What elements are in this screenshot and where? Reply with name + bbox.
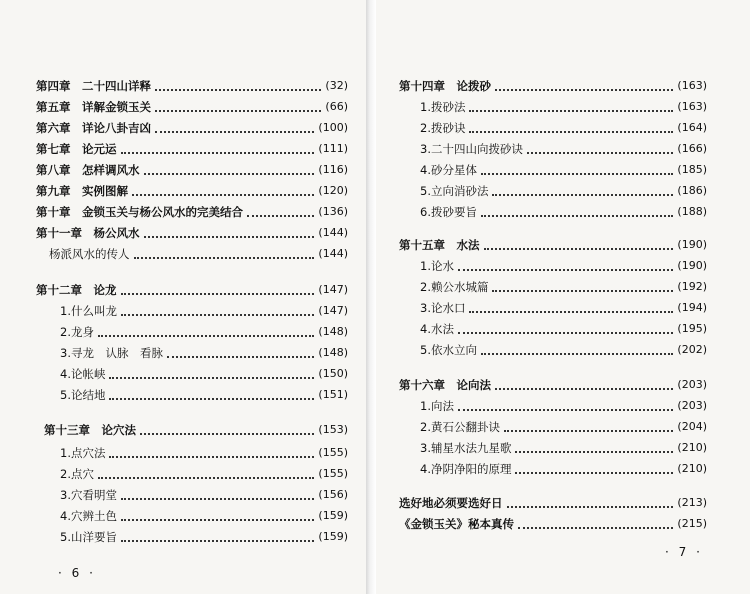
toc-entry-label: 4.净阴净阳的原理: [420, 462, 512, 476]
toc-entry: [420, 341, 707, 359]
toc-entry: [420, 418, 707, 436]
dot-leader: [109, 375, 314, 379]
toc-entry: [399, 77, 707, 95]
toc-entry-page: (116): [318, 163, 348, 176]
toc-entry-page: (188): [677, 205, 707, 218]
toc-entry-page: (147): [318, 283, 348, 296]
book-spine: [366, 0, 376, 594]
toc-entry-label: 3.穴看明堂: [60, 488, 117, 502]
toc-entry-label: 5.依水立向: [420, 343, 477, 357]
dot-leader: [495, 87, 673, 91]
toc-entry: [420, 140, 707, 158]
dot-leader: [121, 291, 315, 295]
toc-entry-label: 《金锁玉关》秘本真传: [399, 517, 514, 531]
toc-entry-page: (203): [677, 378, 707, 391]
dot-leader: [121, 496, 314, 500]
toc-entry-page: (155): [318, 467, 348, 480]
toc-entry-label: 第七章 论元运: [36, 142, 117, 156]
toc-entry-label: 3.二十四山向拨砂诀: [420, 142, 523, 156]
toc-entry: [49, 245, 348, 263]
toc-entry: [36, 281, 348, 299]
dot-leader: [121, 538, 314, 542]
dot-leader: [109, 396, 314, 400]
toc-entry-page: (210): [677, 441, 707, 454]
toc-entry-page: (185): [677, 163, 707, 176]
toc-entry-label: 第十六章 论向法: [399, 378, 491, 392]
toc-entry-label: 第十五章 水法: [399, 238, 480, 252]
toc-entry: [60, 444, 348, 462]
toc-entry-page: (144): [318, 247, 348, 260]
toc-entry-page: (195): [677, 322, 707, 335]
toc-entry-label: 5.山洋要旨: [60, 530, 117, 544]
toc-entry-label: 3.论水口: [420, 301, 466, 315]
dot-leader: [458, 330, 673, 334]
toc-entry-label: 第十三章 论穴法: [44, 423, 136, 437]
toc-entry: [36, 161, 348, 179]
toc-entry-label: 2.黄石公翻卦诀: [420, 420, 500, 434]
toc-entry: [60, 323, 348, 341]
toc-entry-page: (190): [677, 238, 707, 251]
toc-entry-label: 第十章 金锁玉关与杨公风水的完美结合: [36, 205, 243, 219]
toc-entry: [36, 98, 348, 116]
toc-entry-page: (156): [318, 488, 348, 501]
toc-entry: [399, 494, 707, 512]
toc-entry-label: 杨派风水的传人: [49, 247, 130, 261]
dot-leader: [458, 407, 673, 411]
toc-entry-label: 5.论结地: [60, 388, 106, 402]
toc-entry-page: (136): [318, 205, 348, 218]
dot-leader: [155, 87, 321, 91]
toc-entry: [36, 140, 348, 158]
toc-entry: [420, 182, 707, 200]
dot-leader: [121, 150, 315, 154]
toc-entry-label: 4.论帐峡: [60, 367, 106, 381]
dot-leader: [518, 525, 673, 529]
page-number: · 7 ·: [665, 545, 703, 559]
toc-entry: [420, 278, 707, 296]
toc-entry-page: (163): [677, 100, 707, 113]
dot-leader: [504, 428, 673, 432]
toc-entry: [420, 119, 707, 137]
toc-entry-label: 6.拨砂要旨: [420, 205, 477, 219]
toc-entry-label: 2.点穴: [60, 467, 94, 481]
dot-leader: [458, 267, 673, 271]
toc-entry: [420, 161, 707, 179]
dot-leader: [527, 150, 673, 154]
dot-leader: [481, 171, 673, 175]
dot-leader: [132, 192, 314, 196]
dot-leader: [155, 129, 314, 133]
toc-entry: [420, 203, 707, 221]
toc-entry-label: 4.穴辨土色: [60, 509, 117, 523]
dot-leader: [144, 234, 315, 238]
toc-entry-page: (111): [318, 142, 348, 155]
toc-entry-label: 2.龙身: [60, 325, 94, 339]
toc-entry-page: (203): [677, 399, 707, 412]
toc-entry-label: 4.砂分星体: [420, 163, 477, 177]
toc-entry: [399, 376, 707, 394]
dot-leader: [507, 504, 674, 508]
toc-entry-page: (164): [677, 121, 707, 134]
dot-leader: [98, 333, 314, 337]
toc-entry-page: (190): [677, 259, 707, 272]
toc-entry-page: (148): [318, 325, 348, 338]
toc-entry-page: (155): [318, 446, 348, 459]
toc-entry-label: 3.辅星水法九星歌: [420, 441, 512, 455]
dot-leader: [484, 246, 674, 250]
toc-entry-page: (192): [677, 280, 707, 293]
toc-entry: [399, 236, 707, 254]
toc-entry-label: 1.向法: [420, 399, 454, 413]
dot-leader: [481, 351, 673, 355]
toc-entry: [60, 465, 348, 483]
toc-entry-page: (159): [318, 509, 348, 522]
toc-entry: [420, 397, 707, 415]
toc-entry-page: (215): [677, 517, 707, 530]
toc-entry-page: (213): [677, 496, 707, 509]
toc-entry-page: (147): [318, 304, 348, 317]
toc-entry-label: 1.什么叫龙: [60, 304, 117, 318]
toc-entry-label: 2.赖公水城篇: [420, 280, 489, 294]
dot-leader: [515, 449, 673, 453]
toc-entry: [60, 507, 348, 525]
toc-entry: [44, 421, 348, 439]
toc-entry-page: (100): [318, 121, 348, 134]
dot-leader: [492, 288, 673, 292]
toc-entry-page: (148): [318, 346, 348, 359]
toc-entry-page: (186): [677, 184, 707, 197]
dot-leader: [469, 108, 673, 112]
dot-leader: [495, 386, 673, 390]
dot-leader: [144, 171, 315, 175]
toc-entry: [36, 203, 348, 221]
toc-entry: [420, 98, 707, 116]
toc-entry-page: (159): [318, 530, 348, 543]
dot-leader: [140, 431, 314, 435]
toc-entry-label: 第八章 怎样调风水: [36, 163, 140, 177]
toc-entry-label: 第五章 详解金锁玉关: [36, 100, 151, 114]
toc-entry: [60, 302, 348, 320]
toc-entry-label: 第十四章 论拨砂: [399, 79, 491, 93]
toc-entry-label: 第十一章 杨公风水: [36, 226, 140, 240]
toc-entry-label: 1.拨砂法: [420, 100, 466, 114]
dot-leader: [121, 517, 314, 521]
toc-entry-page: (144): [318, 226, 348, 239]
toc-entry: [420, 460, 707, 478]
toc-entry: [60, 365, 348, 383]
toc-entry: [420, 320, 707, 338]
toc-entry: [60, 486, 348, 504]
toc-entry: [60, 344, 348, 362]
toc-entry-page: (163): [677, 79, 707, 92]
toc-entry-label: 第四章 二十四山详释: [36, 79, 151, 93]
dot-leader: [247, 213, 314, 217]
dot-leader: [469, 129, 673, 133]
dot-leader: [481, 213, 673, 217]
toc-entry-page: (32): [325, 79, 348, 92]
toc-entry-page: (204): [677, 420, 707, 433]
toc-entry: [36, 224, 348, 242]
toc-entry-label: 3.寻龙 认脉 看脉: [60, 346, 163, 360]
toc-entry: [60, 528, 348, 546]
dot-leader: [167, 354, 314, 358]
dot-leader: [155, 108, 321, 112]
toc-entry-label: 第十二章 论龙: [36, 283, 117, 297]
dot-leader: [134, 255, 315, 259]
dot-leader: [121, 312, 314, 316]
dot-leader: [469, 309, 673, 313]
toc-entry-page: (166): [677, 142, 707, 155]
toc-entry-page: (153): [318, 423, 348, 436]
toc-entry-page: (202): [677, 343, 707, 356]
toc-entry: [420, 299, 707, 317]
page-number: · 6 ·: [58, 566, 96, 580]
dot-leader: [109, 454, 314, 458]
toc-entry-page: (120): [318, 184, 348, 197]
toc-entry-page: (150): [318, 367, 348, 380]
dot-leader: [515, 470, 673, 474]
toc-entry: [60, 386, 348, 404]
toc-entry: [420, 257, 707, 275]
toc-entry-label: 4.水法: [420, 322, 454, 336]
toc-entry-page: (66): [325, 100, 348, 113]
toc-entry-label: 1.论水: [420, 259, 454, 273]
toc-entry-page: (194): [677, 301, 707, 314]
toc-entry-label: 选好地必须要选好日: [399, 496, 503, 510]
dot-leader: [492, 192, 673, 196]
toc-entry-label: 1.点穴法: [60, 446, 106, 460]
toc-entry: [36, 77, 348, 95]
toc-entry: [36, 182, 348, 200]
toc-entry: [399, 515, 707, 533]
toc-entry-page: (151): [318, 388, 348, 401]
toc-entry-page: (210): [677, 462, 707, 475]
toc-entry-label: 5.立向消砂法: [420, 184, 489, 198]
toc-entry: [420, 439, 707, 457]
dot-leader: [98, 475, 314, 479]
toc-entry-label: 第六章 详论八卦吉凶: [36, 121, 151, 135]
toc-entry: [36, 119, 348, 137]
toc-entry-label: 2.拨砂诀: [420, 121, 466, 135]
toc-entry-label: 第九章 实例图解: [36, 184, 128, 198]
